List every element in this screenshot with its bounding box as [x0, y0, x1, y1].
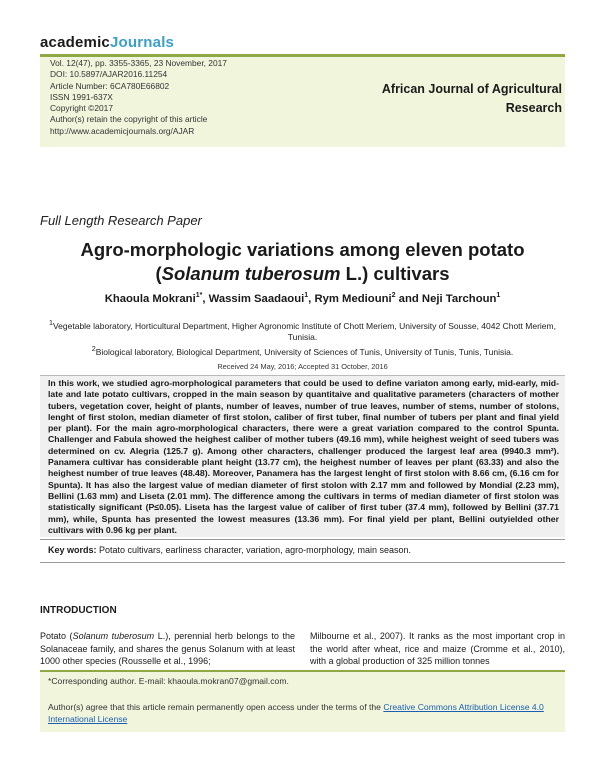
brand-prefix: academic: [40, 34, 110, 51]
journal-name: [352, 80, 562, 118]
author-sup: 2: [391, 292, 396, 299]
received-dates: Received 24 May, 2016; Accepted 31 October, 2016: [217, 362, 388, 371]
meta-rights: Author(s) retain the copyright of this article: [50, 114, 208, 125]
author-sup: 1: [304, 292, 309, 299]
paper-title: [40, 238, 565, 286]
license-text: Author(s) agree that this article remain permanently open access under the terms of the: [48, 702, 384, 712]
meta-url[interactable]: http://www.academicjournals.org/AJAR: [50, 125, 195, 136]
keywords: [48, 545, 411, 555]
intro-species: Solanum tuberosum: [72, 631, 155, 641]
author-sup: 1*: [195, 292, 203, 299]
body-column-left: [40, 630, 295, 668]
body-column-right: Milbourne et al., 2007). It ranks as the most important crop in the world after wheat, rice and maize (Cromme et al., 2010), with a global production of 325 million tonnes: [310, 631, 565, 667]
abstract-text: In this work, we studied agro-morphological parameters that could be used to define variaton among early, mid-early, mid-late and late potato cultivars, cropped in the main season by quantitaive and qualitative parameters (characters of mother tubers, vegetation cover, height of plants, number of leaves, number of true leaves, number of stems, number of stolons, lenght of first stolon, median diameter of first stolon, caliber of first tuber, final number of tubers per plant and final yield per plant). For the main agro-morphological characters, there were a great variation compared to the control Spunta. Challenger and Fabula showed the heighest caliber of mother tubers (49.16 mm), while heighest weight of seed tubers was determined on cv. Alegria (125.7 g). Among other characters, challenger produced the largest leaf area (9940.3 mm²). Panamera cultivar has considerable plant height (13.77 cm), the heighest number of leaves per plant (63.33) and also the heighest number of true leaves (48.48). Moreover, Panamera has the largest lenght of first stolon with 8.66 cm, (6.16 cm for Spunta). It has also the largest value of median diameter of first stolon with 2.17 mm and followed by Mondial (2.23 mm), Bellini (1.63 mm) and Liseta (2.01 mm). The difference among the cultivars in terms of median diameter of first stolon was statistically significant (P≤0.05). Liseta has the largest value of caliber of first tuber (37.4 mm), followed by Bellini (37.71 mm), while, Spunta has presented the lowest measures (13.36 mm). For final yield per plant, Bellini outyielded other cultivars with 0.96 kg per plant.: [48, 378, 559, 535]
title-line2: [40, 262, 565, 286]
author-sep: ,: [202, 292, 209, 305]
title-line1: Agro-morphologic variations among eleven potato: [80, 239, 525, 260]
keywords-label: Key words:: [48, 545, 97, 555]
keywords-list: Potato cultivars, earliness character, variation, agro-morphology, main season.: [96, 545, 412, 555]
author-name: Khaoula Mokrani: [104, 292, 196, 305]
author-list: [40, 292, 565, 305]
affiliation-1-text: Vegetable laboratory, Horticultural Department, Higher Agronomic Institute of Chott Meriem, University of Sousse, 4042 Chott Meriem, Tunisia.: [52, 320, 556, 342]
meta-volume: Vol. 12(47), pp. 3355-3365, 23 November, 2017: [50, 58, 227, 68]
author-sup: 1: [496, 292, 501, 299]
affiliation-1: [40, 318, 565, 343]
author-sep: ,: [308, 292, 315, 305]
corresponding-author: *Corresponding author. E-mail: khaoula.mokran07@gmail.com.: [48, 676, 289, 686]
intro-post: L.), perennial herb belongs to the Solanaceae family, and shares the genus Solanum with at least 1000 other species (Rousselle et al., 1996;: [40, 631, 295, 667]
affiliation-2: [40, 344, 565, 358]
divider-top: [40, 539, 565, 540]
author-name: Wassim Saadaoui: [208, 292, 305, 305]
author-sep: and: [395, 292, 422, 305]
intro-pre: Potato (: [40, 631, 73, 641]
paper-type: Full Length Research Paper: [40, 213, 202, 228]
publisher-logo: [40, 34, 174, 51]
article-meta: [50, 58, 227, 137]
meta-copyright: Copyright ©2017: [50, 103, 113, 114]
section-heading-introduction: INTRODUCTION: [40, 605, 117, 616]
author-name: Rym Mediouni: [314, 292, 392, 305]
affiliation-2-text: Biological laboratory, Biological Department, University of Sciences of Tunis, University of Tunis, Tunis, Tunisia.: [95, 346, 514, 357]
meta-doi: DOI: 10.5897/AJAR2016.11254: [50, 69, 168, 80]
affiliation-2-sup: 2: [91, 345, 96, 353]
meta-issn: ISSN 1991-637X: [50, 91, 113, 102]
divider-bottom: [40, 562, 565, 563]
license-notice: [48, 702, 553, 725]
meta-article-number: Article Number: 6CA780E66802: [50, 80, 170, 91]
journal-name-line2: Research: [505, 101, 562, 115]
affiliation-1-sup: 1: [49, 319, 53, 327]
license-link[interactable]: Creative Commons Attribution License 4.0 International License: [48, 702, 544, 724]
title-rest: L.) cultivars: [340, 263, 450, 284]
journal-name-line1: African Journal of Agricultural: [381, 82, 562, 96]
title-species: Solanum tuberosum: [161, 263, 341, 284]
brand-suffix: Journals: [109, 34, 175, 51]
title-open-paren: (: [155, 263, 162, 284]
author-name: Neji Tarchoun: [421, 292, 497, 305]
